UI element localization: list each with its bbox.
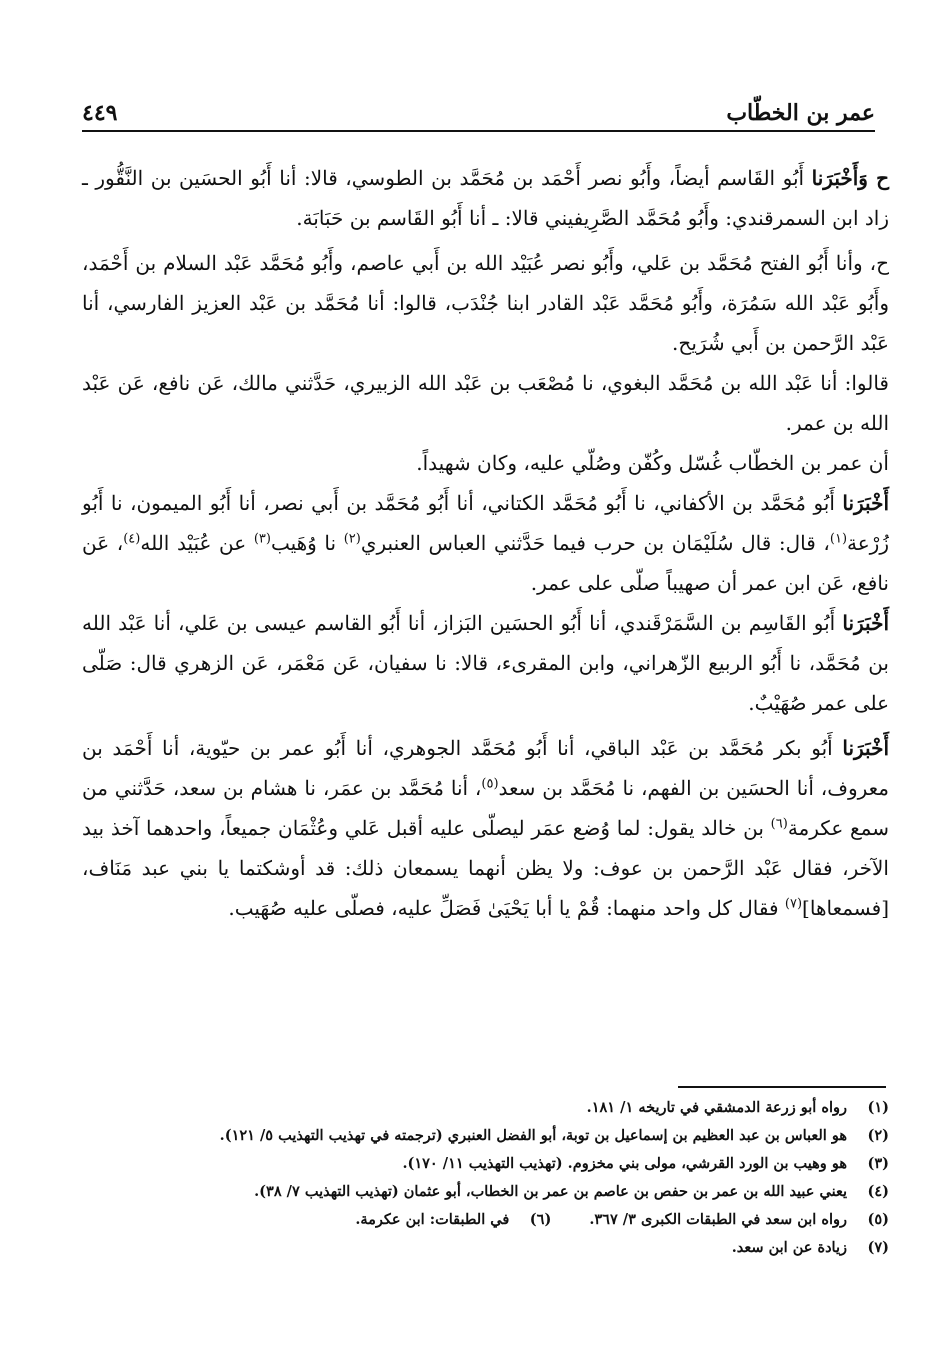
footnote — [100, 1178, 889, 1206]
footnote-divider — [678, 1086, 886, 1088]
footnote — [100, 1206, 889, 1234]
footnote-text: زيادة عن ابن سعد. — [731, 1239, 847, 1256]
paragraph-text: بن خالد يقول: لما وُضع عمَر ليصلّى عليه أقبل عَلي وعُثْمَان جميعاً، واحدهما آخذ بيد الآخر، فقال عَبْد الرَّحمن بن عوف: ولا يظن أنهما يسمعان ذلك: قد أوشكتما يا بني عبد مَنَاف، [فسمعاها] — [82, 816, 889, 920]
footnote-number: (٧) — [867, 1239, 889, 1256]
paragraph — [82, 483, 889, 603]
paragraph — [82, 443, 889, 483]
footnote-number: (١) — [867, 1099, 889, 1116]
lead-word: ح وَأَخْبَرَنا — [811, 166, 889, 190]
footnote-ref[interactable]: (٢) — [343, 531, 361, 547]
footnote-number: (٤) — [867, 1183, 889, 1200]
lead-word: أَخْبَرَنا — [842, 736, 889, 760]
paragraph — [82, 603, 889, 723]
paragraph-text: قالوا: أنا عَبْد الله بن مُحَمَّد البغوي، نا مُصْعَب بن عَبْد الله الزبيري، حَدَّثني مالك، عَن نافع، عَن عَبْد الله بن عمر. — [82, 371, 889, 435]
paragraph — [82, 728, 889, 928]
paragraph-text: ح، وأنا أَبُو الفتح مُحَمَّد بن عَلي، وأَبُو نصر عُبَيْد الله بن أَبي عاصم، وأَبُو مُحَمَّد عَبْد السلام بن أَحْمَد، وأَبُو عَبْد الله سَمُرَة، وأَبُو مُحَمَّد عَبْد القادر ابنا جُنْدَب، قالوا: أنا مُحَمَّد بن عَبْد العزيز الفارسي، أنا عَبْد الرَّحمن بن أَبي شُرَيح. — [82, 251, 889, 355]
paragraph — [82, 158, 889, 238]
footnote-ref[interactable]: (٣) — [253, 531, 271, 547]
paragraph — [82, 363, 889, 443]
paragraph-text: أَبُو مُحَمَّد بن الأكفاني، نا أَبُو مُحَمَّد الكتاني، أنا أَبُو مُحَمَّد بن أَبي نصر، أنا أَبُو الميمون، نا أَبُو زُرْعة — [82, 491, 889, 555]
footnote — [100, 1234, 889, 1262]
paragraph-text: ، أنا مُحَمَّد بن عمَر، نا هشام بن سعد، حَدَّثني من سمع عكرمة — [82, 776, 889, 840]
footnote-ref[interactable]: (٥) — [481, 776, 499, 792]
footnote — [100, 1150, 889, 1178]
footnote-number: (٦) — [529, 1211, 552, 1228]
footnote — [100, 1122, 889, 1150]
footnote-text: يعني عبيد الله بن عمر بن حفص بن عاصم بن عمر بن الخطاب، أبو عثمان (تهذيب التهذيب ٧/ ٣٨). — [254, 1183, 847, 1200]
footnote-number: (٢) — [867, 1127, 889, 1144]
lead-word: أَخْبَرَنا — [842, 491, 889, 515]
paragraph-text: أَبُو القَاسم أيضاً، وأَبُو نصر أَحْمَد بن مُحَمَّد بن الطوسي، قالا: أنا أَبُو الحسَين بن النَّقُّور ـ زاد ابن السمرقندي: وأَبُو مُحَمَّد الصَّرِيفيني قالا: ـ أنا أَبُو القَاسم بن حَبَابَة. — [82, 166, 889, 230]
paragraph-text: نا وُهَيب — [270, 531, 344, 555]
lead-word: أَخْبَرَنا — [842, 611, 889, 635]
footnote-ref[interactable]: (٤) — [123, 531, 141, 547]
paragraph-text: أَبُو القَاسِم بن السَّمَرْقَندي، أنا أَبُو الحسَين البَزاز، أنا أَبُو القاسم عيسى بن عَلي، أنا عَبْد الله بن مُحَمَّد، نا أَبُو الربيع الزّهراني، وابن المقرىء، قالا: نا سفيان، عَن مَعْمَر، عَن الزهري قال: صَلّى على عمر صُهَيْبٌ. — [82, 611, 889, 715]
paragraph-text: عن عُبَيْد الله — [140, 531, 254, 555]
footnote-text: رواه أبو زرعة الدمشقي في تاريخه ١/ ١٨١. — [586, 1099, 847, 1116]
page-number: ٤٤٩ — [82, 100, 118, 126]
paragraph-text: ، عَن نافع، عَن ابن عمر أن صهيباً صلّى على عمر. — [82, 531, 889, 595]
running-title: عمر بن الخطّاب — [726, 100, 875, 126]
footnote-number: (٣) — [867, 1155, 889, 1172]
footnote-text: هو العباس بن عبد العظيم بن إسماعيل بن توبة، أبو الفضل العنبري (ترجمته في تهذيب التهذيب ٥/ ١٢١). — [219, 1127, 847, 1144]
paragraph — [82, 243, 889, 363]
paragraph-text: ، قال: قال سُلَيْمَان بن حرب فيما حَدَّثني العباس العنبري — [360, 531, 830, 555]
footnote-ref[interactable]: (٦) — [770, 816, 788, 832]
main-text — [82, 158, 889, 928]
paragraph-text: أَبُو بكر مُحَمَّد بن عَبْد الباقي، أنا أَبُو مُحَمَّد الجوهري، أنا أَبُو عمر بن حيّوية، أنا أَحْمَد بن معروف، أنا الحسَين بن الفهم، نا مُحَمَّد بن سعد — [82, 736, 890, 800]
footnote-ref[interactable]: (٧) — [784, 896, 803, 912]
paragraph-text: فقال كل واحد منهما: قُمْ يا أبا يَحْيَىٰ فَصَلِّ عليه، فصلّى عليه صُهَيب. — [228, 896, 785, 920]
page-header — [82, 96, 875, 132]
footnote-text: رواه ابن سعد في الطبقات الكبرى ٣/ ٣٦٧. — [589, 1211, 847, 1228]
footnote-number: (٥) — [867, 1211, 889, 1228]
footnote-ref[interactable]: (١) — [829, 531, 848, 547]
footnote-text: في الطبقات: ابن عكرمة. — [355, 1211, 510, 1228]
footnote — [100, 1094, 889, 1122]
footnotes — [100, 1094, 889, 1262]
footnote-text: هو وهيب بن الورد القرشي، مولى بني مخزوم. (تهذيب التهذيب ١١/ ١٧٠). — [402, 1155, 847, 1172]
paragraph-text: أن عمر بن الخطّاب غُسّل وكُفّن وصُلّي عليه، وكان شهيداً. — [416, 451, 889, 475]
